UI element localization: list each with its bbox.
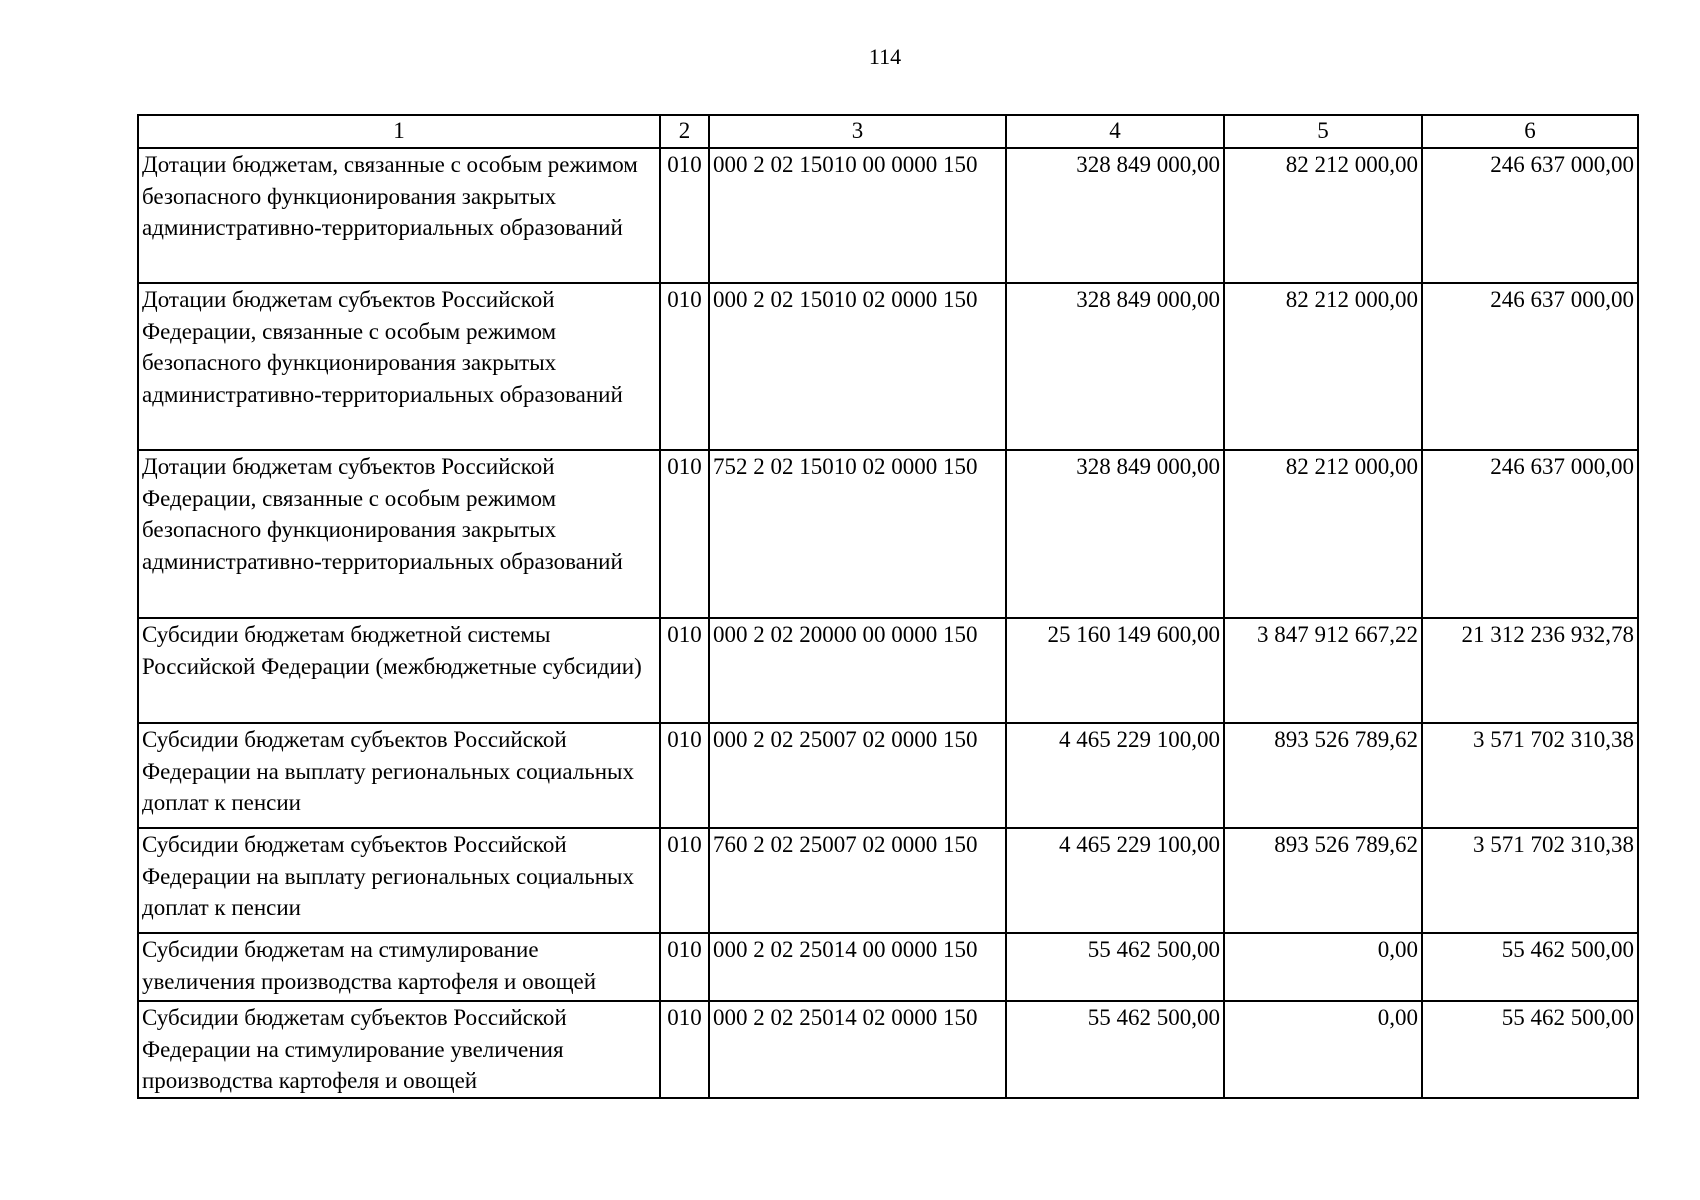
row-name-cell: Субсидии бюджетам субъектов Российской Федерации на стимулирование увеличения производства картофеля и овощей — [138, 1001, 660, 1098]
row-name-cell: Дотации бюджетам субъектов Российской Федерации, связанные с особым режимом безопасного функционирования закрытых административно-территориальных образований — [138, 283, 660, 450]
table-row — [138, 618, 1638, 723]
row-col5-cell: 0,00 — [1224, 1001, 1422, 1098]
row-code-cell: 010 — [660, 933, 709, 1001]
row-kbk-cell: 000 2 02 20000 00 0000 150 — [709, 618, 1006, 723]
row-code-cell: 010 — [660, 450, 709, 618]
column-header: 4 — [1006, 115, 1224, 148]
column-header: 2 — [660, 115, 709, 148]
row-col4-cell: 328 849 000,00 — [1006, 450, 1224, 618]
row-code-cell: 010 — [660, 148, 709, 283]
row-col5-cell: 893 526 789,62 — [1224, 723, 1422, 828]
row-col6-cell: 55 462 500,00 — [1422, 1001, 1638, 1098]
row-kbk-cell: 000 2 02 25014 02 0000 150 — [709, 1001, 1006, 1098]
row-col6-cell: 3 571 702 310,38 — [1422, 723, 1638, 828]
table-row — [138, 450, 1638, 618]
column-header: 6 — [1422, 115, 1638, 148]
row-col5-cell: 3 847 912 667,22 — [1224, 618, 1422, 723]
row-col4-cell: 25 160 149 600,00 — [1006, 618, 1224, 723]
row-col6-cell: 3 571 702 310,38 — [1422, 828, 1638, 933]
table-row — [138, 933, 1638, 1001]
table-row — [138, 723, 1638, 828]
row-col6-cell: 55 462 500,00 — [1422, 933, 1638, 1001]
row-name-cell: Субсидии бюджетам субъектов Российской Федерации на выплату региональных социальных доплат к пенсии — [138, 828, 660, 933]
row-name-cell: Субсидии бюджетам субъектов Российской Федерации на выплату региональных социальных доплат к пенсии — [138, 723, 660, 828]
row-code-cell: 010 — [660, 828, 709, 933]
row-kbk-cell: 760 2 02 25007 02 0000 150 — [709, 828, 1006, 933]
row-name-cell: Субсидии бюджетам бюджетной системы Российской Федерации (межбюджетные субсидии) — [138, 618, 660, 723]
row-col4-cell: 328 849 000,00 — [1006, 283, 1224, 450]
row-col4-cell: 4 465 229 100,00 — [1006, 723, 1224, 828]
row-col5-cell: 82 212 000,00 — [1224, 450, 1422, 618]
row-code-cell: 010 — [660, 283, 709, 450]
row-col6-cell: 246 637 000,00 — [1422, 283, 1638, 450]
row-kbk-cell: 000 2 02 15010 02 0000 150 — [709, 283, 1006, 450]
row-name-cell: Дотации бюджетам субъектов Российской Федерации, связанные с особым режимом безопасного функционирования закрытых административно-территориальных образований — [138, 450, 660, 618]
row-col4-cell: 55 462 500,00 — [1006, 1001, 1224, 1098]
column-header: 3 — [709, 115, 1006, 148]
column-header: 1 — [138, 115, 660, 148]
table-row — [138, 1001, 1638, 1098]
row-code-cell: 010 — [660, 618, 709, 723]
row-col5-cell: 82 212 000,00 — [1224, 148, 1422, 283]
column-header: 5 — [1224, 115, 1422, 148]
row-col4-cell: 4 465 229 100,00 — [1006, 828, 1224, 933]
row-kbk-cell: 000 2 02 25014 00 0000 150 — [709, 933, 1006, 1001]
table-header-row — [138, 115, 1638, 148]
row-col5-cell: 82 212 000,00 — [1224, 283, 1422, 450]
table-row — [138, 148, 1638, 283]
row-col6-cell: 246 637 000,00 — [1422, 148, 1638, 283]
row-kbk-cell: 000 2 02 25007 02 0000 150 — [709, 723, 1006, 828]
budget-table — [137, 114, 1639, 1099]
table-row — [138, 828, 1638, 933]
row-kbk-cell: 752 2 02 15010 02 0000 150 — [709, 450, 1006, 618]
row-name-cell: Субсидии бюджетам на стимулирование увеличения производства картофеля и овощей — [138, 933, 660, 1001]
page-number: 114 — [868, 44, 902, 69]
row-col6-cell: 21 312 236 932,78 — [1422, 618, 1638, 723]
row-code-cell: 010 — [660, 1001, 709, 1098]
row-col5-cell: 0,00 — [1224, 933, 1422, 1001]
row-col5-cell: 893 526 789,62 — [1224, 828, 1422, 933]
row-col4-cell: 55 462 500,00 — [1006, 933, 1224, 1001]
row-col6-cell: 246 637 000,00 — [1422, 450, 1638, 618]
row-name-cell: Дотации бюджетам, связанные с особым режимом безопасного функционирования закрытых административно-территориальных образований — [138, 148, 660, 283]
row-code-cell: 010 — [660, 723, 709, 828]
row-col4-cell: 328 849 000,00 — [1006, 148, 1224, 283]
row-kbk-cell: 000 2 02 15010 00 0000 150 — [709, 148, 1006, 283]
table-row — [138, 283, 1638, 450]
